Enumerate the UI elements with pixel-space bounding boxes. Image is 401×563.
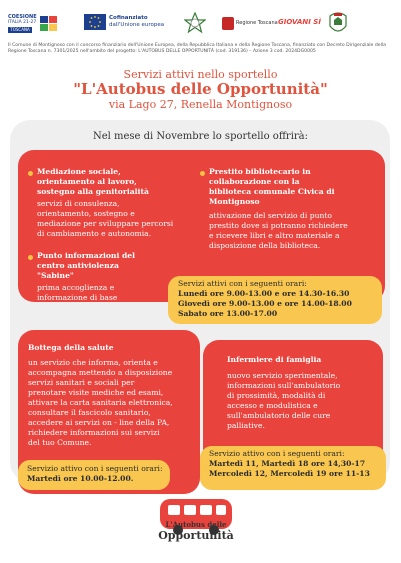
- coesione-mark-icon: [40, 16, 58, 32]
- intro-text: Nel mese di Novembre lo sportello offrirà:: [92, 131, 309, 142]
- hours-line: Martedì 11, Martedì 18 ore 14,30-17: [209, 459, 366, 468]
- italian-republic-emblem-icon: [184, 12, 206, 36]
- eu-cofunded-logo: Cofinanziato dall'Unione europea: [84, 14, 156, 36]
- autobus-opportunita-logo: [148, 497, 244, 553]
- prestito-text: attivazione del servizio di punto prestito dove si potranno richiedere e ricevere libri e altro materiale a disposizione della biblioteca.: [209, 211, 348, 250]
- hours-box-infermiere: [200, 446, 386, 490]
- hours-line: Lunedì ore 9.00-13.00 e ore 14.30-16.30: [178, 289, 350, 298]
- bus-logo-line1: L'Autobus delle: [165, 520, 227, 529]
- hours-box-bottega: [18, 460, 170, 490]
- bus-logo-line2: Opportunità: [158, 529, 234, 542]
- mediazione-text: servizi di consulenza, orientamento, sostegno e mediazione per sviluppare percorsi di cambiamento e autonomia.: [37, 199, 174, 238]
- funding-disclaimer: Il Comune di Montignoso con il concorso finanziario dell'Unione Europea, della Repubblica Italiana e della Regione Toscana, finanziato con Decreto Dirigenziale della Regione Toscana n. 7301/2025 nell'ambito del progetto: L'AUTOBUS DELLE OPPORTUNITÀ (cod. 319136) – Azione 3 cod. 2024DG0005: [8, 43, 386, 54]
- hours-line: Martedì ore 10.00-12.00.: [27, 474, 134, 483]
- page-title: "L'Autobus delle Opportunità": [73, 80, 328, 98]
- infermiere-text: nuovo servizio sperimentale, informazioni sull'ambulatorio di prossimità, modalità di accesso e modulistica e sull'ambulatorio delle cure palliative.: [227, 371, 341, 430]
- bullet-icon: [28, 255, 33, 260]
- coesione-italia-logo: COESIONE ITALIA 21-27 TOSCANA: [8, 14, 60, 36]
- hours-label: Servizi attivi con i seguenti orari:: [178, 279, 307, 288]
- hours-line: Sabato ore 13.00-17.00: [178, 309, 278, 318]
- eu-flag-icon: [84, 14, 106, 30]
- hours-label: Servizio attivo con i seguenti orari:: [27, 464, 163, 473]
- giovanisi-logo: GIOVANI SÌ: [278, 18, 321, 26]
- hours-line: Giovedì ore 9.00-13.00 e ore 14.00-18.00: [178, 299, 352, 308]
- bottega-text: un servizio che informa, orienta e accompagna mettendo a disposizione servizi sanitari e sociali per prenotare visite mediche ed esami, attivare la carta sanitaria elettronica, consultare il fascicolo sanitario, accedere ai servizi on - line della PA, richiedere informazioni sui servizi del tuo Comune.: [28, 358, 173, 447]
- prestito-title: Prestito bibliotecario in collaborazione con la biblioteca comunale Civica di Montignoso: [209, 167, 335, 206]
- antiviolenza-text: prima accoglienza e informazione di base: [37, 283, 118, 302]
- bullet-icon: [28, 171, 33, 176]
- antiviolenza-title: Punto informazioni del centro antiviolenza "Sabine": [37, 251, 135, 280]
- address: via Lago 27, Renella Montignoso: [108, 98, 293, 111]
- hours-label: Servizio attivo con i seguenti orari:: [209, 449, 345, 458]
- regione-toscana-logo: Regione Toscana: [222, 16, 274, 32]
- bullet-icon: [200, 171, 205, 176]
- bottega-title: Bottega della salute: [28, 343, 114, 352]
- comune-montignoso-crest-icon: [326, 10, 350, 38]
- hours-line: Mercoledì 12, Mercoledì 19 ore 11-13: [209, 469, 370, 478]
- hours-box-main: [168, 276, 382, 324]
- infermiere-title: Infermiere di famiglia: [227, 355, 322, 364]
- header-servizi: Servizi attivi nello sportello: [123, 68, 278, 81]
- pegasus-icon: [222, 17, 234, 30]
- mediazione-title: Mediazione sociale, orientamento al lavoro, sostegno alla genitorialità: [37, 167, 149, 196]
